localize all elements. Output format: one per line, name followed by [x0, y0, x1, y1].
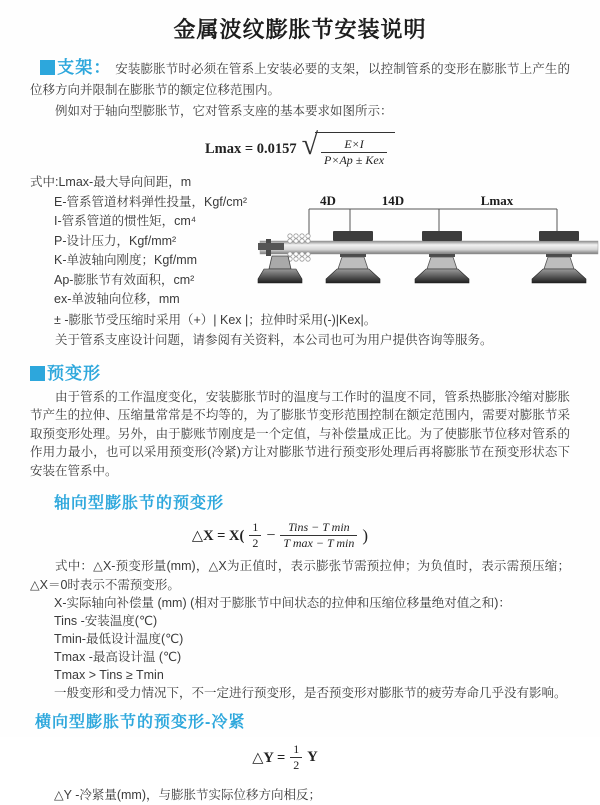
lmax-formula-lhs: Lmax = 0.0157 — [204, 141, 297, 157]
plusminus-note: ± -膨胀节受压缩时采用（+）| Kex |；拉伸时采用(-)|Kex|。 — [54, 312, 377, 327]
pipe — [260, 241, 598, 254]
support-section-paragraph — [30, 57, 570, 101]
sqrt-radical — [301, 128, 395, 168]
lateral-formula-lhs: △Y = — [252, 749, 286, 766]
support-example-line: 例如对于轴向型膨胀节，它对管系支座的基本要求如图所示： — [55, 104, 393, 118]
symbol-definitions-list — [30, 173, 258, 310]
axial-formula-lhs: △X = X( — [191, 527, 245, 544]
axial-subsection-heading: 轴向型膨胀节的预变形 — [54, 495, 225, 512]
axial-line: Tmax > Tins ≥ Tmin — [54, 668, 164, 682]
support-intro-text: 安装膨胀节时必须在管系上安装必要的支架，以控制管系的变形在膨胀节上产生的位移方向并限制在膨胀节的额定位移范围内。 — [30, 62, 571, 97]
axial-line: Tmin-最低设计温度(℃) — [54, 632, 184, 646]
dim-label-4d: 4D — [320, 193, 336, 208]
axial-line: 一般变形和受力情况下，不一定进行预变形，是否预变形对膨胀节的疲劳寿命几乎没有影响。 — [54, 686, 567, 700]
page-title: 金属波纹膨胀节安装说明 — [173, 17, 427, 42]
minus-sign: − — [266, 526, 276, 544]
pipe-support-diagram — [258, 173, 600, 310]
dim-label-14d: 14D — [381, 193, 405, 208]
lmax-formula — [0, 128, 600, 168]
definition-line: E-管系管道材料弹性投量，Kgf/cm² — [54, 194, 248, 209]
lateral-subsection-heading: 横向型膨胀节的预变形-冷紧 — [35, 714, 246, 731]
section-bullet-icon — [40, 60, 55, 75]
axial-line: Tins -安装温度(℃) — [54, 614, 158, 628]
lateral-note: △Y -冷紧量(mm)，与膨胀节实际位移方向相反； — [54, 788, 322, 802]
definition-line: I-管系管道的惯性矩，cm⁴ — [54, 214, 197, 228]
axial-line: Tmax -最高设计温 (℃) — [54, 650, 182, 664]
lateral-formula-fraction: $\frac{1}{2}$ — [290, 742, 302, 773]
sqrt-symbol-icon: √ — [301, 128, 319, 161]
definitions-and-diagram — [30, 173, 600, 310]
predeform-paragraph: 由于管系的工作温度变化，安装膨胀节时的温度与工作时的温度不同，管系热膨胀冷缩对膨胀节产生的拉伸、压缩量常常是不均等的，为了膨胀节变形范围控制在额定范围内，需要对膨胀节采取预变形处理。另外，由于膨账节刚度是一个定值，与补偿量成正比。为了使膨胀节位移对管系的作用力最小，也可以采用预变形(冷紧)方让对膨胀节进行预变形处理后再将膨胀节在预变形状态下安装在管系中。 — [30, 389, 570, 478]
service-note: 关于管系支座设计问题，请参阅有关资料，本公司也可为用户提供咨询等服务。 — [55, 332, 493, 347]
lateral-formula — [0, 742, 570, 773]
lmax-formula-fraction: $\frac{E\times I}{\text{P×Ap ± Kex}}$ — [321, 137, 387, 168]
axial-formula — [0, 520, 560, 551]
axial-formula-temp-fraction: $\frac{\text{Tins − T min}}{\text{T max − T min}}$ — [280, 520, 357, 551]
definition-line: 式中:Lmax-最大导向间距，m — [30, 175, 192, 189]
predeform-section-heading-row — [30, 359, 570, 384]
section-bullet-icon — [30, 366, 45, 381]
close-paren: ) — [362, 525, 369, 545]
axial-explain: 式中：△X-预变形量(mm)，△X为正值时，表示膨张节需预拉伸；为负值时，表示需预压缩；△X＝0时表示不需预变形。 — [30, 559, 570, 592]
axial-line: X-实际轴向补偿量 (mm) (相对于膨胀节中间状态的拉伸和压缩位移量绝对值之和)： — [54, 596, 511, 610]
lateral-formula-rhs: Y — [307, 749, 318, 765]
support-section-heading: 支架： — [57, 58, 112, 77]
definition-line: Ap-膨胀节有效面积，cm² — [54, 272, 195, 287]
guide-support — [326, 231, 380, 283]
definition-line: P-设计压力，Kgf/mm² — [54, 233, 177, 248]
guide-support — [415, 231, 469, 283]
predeform-section-heading: 预变形 — [47, 363, 101, 383]
axial-formula-half-fraction: $\frac{1}{2}$ — [249, 520, 261, 551]
guide-support — [532, 231, 586, 283]
definition-line: K-单波轴向刚度；Kgf/mm — [54, 253, 198, 267]
dim-label-lmax: Lmax — [480, 193, 514, 208]
definition-line: ex-单波轴向位移，mm — [54, 292, 180, 306]
